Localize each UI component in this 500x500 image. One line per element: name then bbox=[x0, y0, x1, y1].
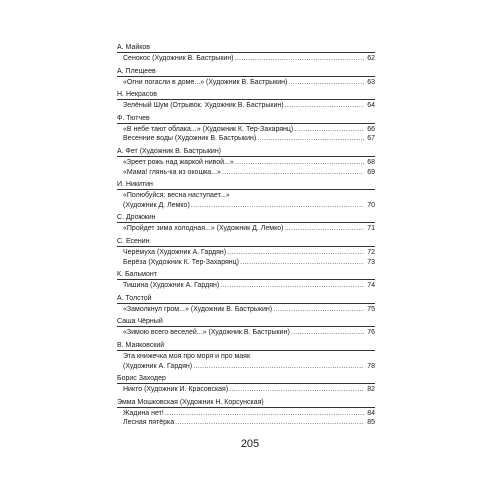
author-heading: А. Майков bbox=[117, 43, 375, 53]
entry-page-number: 84 bbox=[367, 409, 375, 417]
entry-title: «Зимою всего веселей...» (Художник В. Бастрыкин) bbox=[123, 329, 290, 337]
toc-section bbox=[117, 147, 375, 180]
entry-page-number: 78 bbox=[367, 362, 375, 370]
dot-leader bbox=[284, 224, 364, 234]
author-heading: Эмма Мошковская (Художник Н. Корсунская) bbox=[117, 398, 375, 408]
toc-entry bbox=[117, 352, 375, 371]
dot-leader bbox=[257, 134, 364, 144]
entry-title: Сенокос (Художник В. Бастрыкин) bbox=[123, 55, 234, 62]
entry-page-number: 76 bbox=[367, 329, 375, 337]
table-of-contents bbox=[117, 43, 375, 431]
entry-title-line: «Полюбуйся: весна наступает...» bbox=[123, 192, 230, 200]
author-heading: А. Толстой bbox=[117, 294, 375, 304]
author-heading: Саша Чёрный bbox=[117, 317, 375, 327]
entry-title: «Замолкнул гром...» (Художник В. Бастрыкин) bbox=[123, 305, 273, 313]
toc-section bbox=[117, 43, 375, 67]
entry-title: «Пройдет зима холодная...» (Художник Д. Лемко) bbox=[123, 225, 284, 233]
entry-title: (Художник Д. Лемко) bbox=[123, 201, 190, 209]
dot-leader bbox=[191, 201, 364, 211]
entry-page-number: 85 bbox=[367, 419, 375, 427]
entry-title: «Огни погасли в доме...» (Художник В. Бастрыкин) bbox=[123, 78, 288, 86]
author-heading: Борис Заходер bbox=[117, 374, 375, 384]
dot-leader bbox=[220, 281, 364, 291]
entry-title-line: Эта книжечка моя про моря и про маяк bbox=[123, 352, 251, 360]
entry-title: «В небе тают облака...» (Художник К. Тер-Захарянц) bbox=[123, 125, 294, 133]
entry-title: Тишина (Художник А. Гардян) bbox=[123, 282, 220, 290]
entry-title: Зелёный Шум (Отрывок. Художник В. Бастрыкин) bbox=[123, 102, 284, 110]
toc-section bbox=[117, 341, 375, 374]
entry-page-number: 82 bbox=[367, 386, 375, 394]
entry-page-number: 67 bbox=[367, 135, 375, 143]
author-heading: А. Плещеев bbox=[117, 67, 375, 77]
entry-title: «Мама! глянь-ка из окошка...» bbox=[123, 168, 221, 176]
toc-entry bbox=[117, 385, 375, 395]
entry-page-number: 66 bbox=[367, 125, 375, 133]
dot-leader bbox=[294, 125, 364, 135]
toc-entry bbox=[117, 305, 375, 315]
toc-entry bbox=[117, 158, 375, 168]
toc-entry bbox=[117, 191, 375, 210]
dot-leader bbox=[227, 248, 364, 258]
author-heading: И. Никитин bbox=[117, 180, 375, 190]
toc-section bbox=[117, 270, 375, 294]
toc-section bbox=[117, 294, 375, 318]
dot-leader bbox=[222, 168, 364, 178]
toc-section bbox=[117, 180, 375, 213]
toc-section bbox=[117, 317, 375, 341]
toc-entry bbox=[117, 101, 375, 111]
toc-section bbox=[117, 213, 375, 237]
author-heading: В. Маяковский bbox=[117, 341, 375, 351]
author-heading: Н. Некрасов bbox=[117, 90, 375, 100]
page-number: 205 bbox=[240, 438, 260, 450]
author-heading: К. Бальмонт bbox=[117, 270, 375, 280]
toc-entry bbox=[117, 248, 375, 258]
entry-title: Никто (Художник И. Красовская) bbox=[123, 386, 229, 394]
toc-entry bbox=[117, 328, 375, 338]
entry-title: (Художник А. Гардян) bbox=[123, 362, 193, 370]
entry-title: Лесная пятёрка bbox=[123, 419, 175, 427]
dot-leader bbox=[175, 418, 364, 428]
entry-page-number: 74 bbox=[367, 282, 375, 290]
entry-page-number: 73 bbox=[367, 258, 375, 266]
dot-leader bbox=[193, 362, 364, 372]
dot-leader bbox=[240, 258, 364, 268]
entry-page-number: 72 bbox=[367, 248, 375, 256]
author-heading: А. Фет (Художник В. Бастрыкин) bbox=[117, 147, 375, 157]
entry-page-number: 68 bbox=[367, 158, 375, 166]
dot-leader bbox=[235, 158, 364, 168]
entry-page-number: 71 bbox=[367, 225, 375, 233]
toc-entry bbox=[117, 258, 375, 268]
toc-entry bbox=[117, 224, 375, 234]
author-heading: С. Есенин bbox=[117, 237, 375, 247]
entry-page-number: 63 bbox=[367, 78, 375, 86]
dot-leader bbox=[165, 409, 364, 419]
toc-entry bbox=[117, 125, 375, 135]
author-heading: С. Дрожжин bbox=[117, 213, 375, 223]
dot-leader bbox=[273, 305, 364, 315]
toc-entry bbox=[117, 409, 375, 419]
toc-section bbox=[117, 237, 375, 270]
dot-leader bbox=[291, 328, 364, 338]
entry-page-number: 62 bbox=[367, 55, 375, 62]
dot-leader bbox=[285, 101, 364, 111]
entry-title: Черёмуха (Художник А. Гардян) bbox=[123, 248, 227, 256]
dot-leader bbox=[229, 385, 364, 395]
dot-leader bbox=[288, 78, 364, 88]
entry-title: Весенние воды (Художник В. Бастрыкин) bbox=[123, 135, 257, 143]
entry-page-number: 69 bbox=[367, 168, 375, 176]
toc-entry bbox=[117, 134, 375, 144]
toc-entry bbox=[117, 281, 375, 291]
entry-title: Жадина нет! bbox=[123, 409, 164, 417]
author-heading: Ф. Тютчев bbox=[117, 114, 375, 124]
entry-page-number: 70 bbox=[367, 201, 375, 209]
dot-leader bbox=[235, 54, 364, 64]
toc-section bbox=[117, 114, 375, 147]
toc-entry bbox=[117, 418, 375, 428]
toc-section bbox=[117, 374, 375, 398]
toc-section bbox=[117, 398, 375, 431]
entry-page-number: 64 bbox=[367, 102, 375, 110]
entry-page-number: 75 bbox=[367, 305, 375, 313]
toc-section bbox=[117, 67, 375, 91]
entry-title: «Зреет рожь над жаркой нивой...» bbox=[123, 158, 234, 166]
entry-title: Берёза (Художник К. Тер-Захарянц) bbox=[123, 258, 240, 266]
toc-section bbox=[117, 90, 375, 114]
toc-entry bbox=[117, 78, 375, 88]
toc-entry bbox=[117, 54, 375, 64]
toc-entry bbox=[117, 168, 375, 178]
